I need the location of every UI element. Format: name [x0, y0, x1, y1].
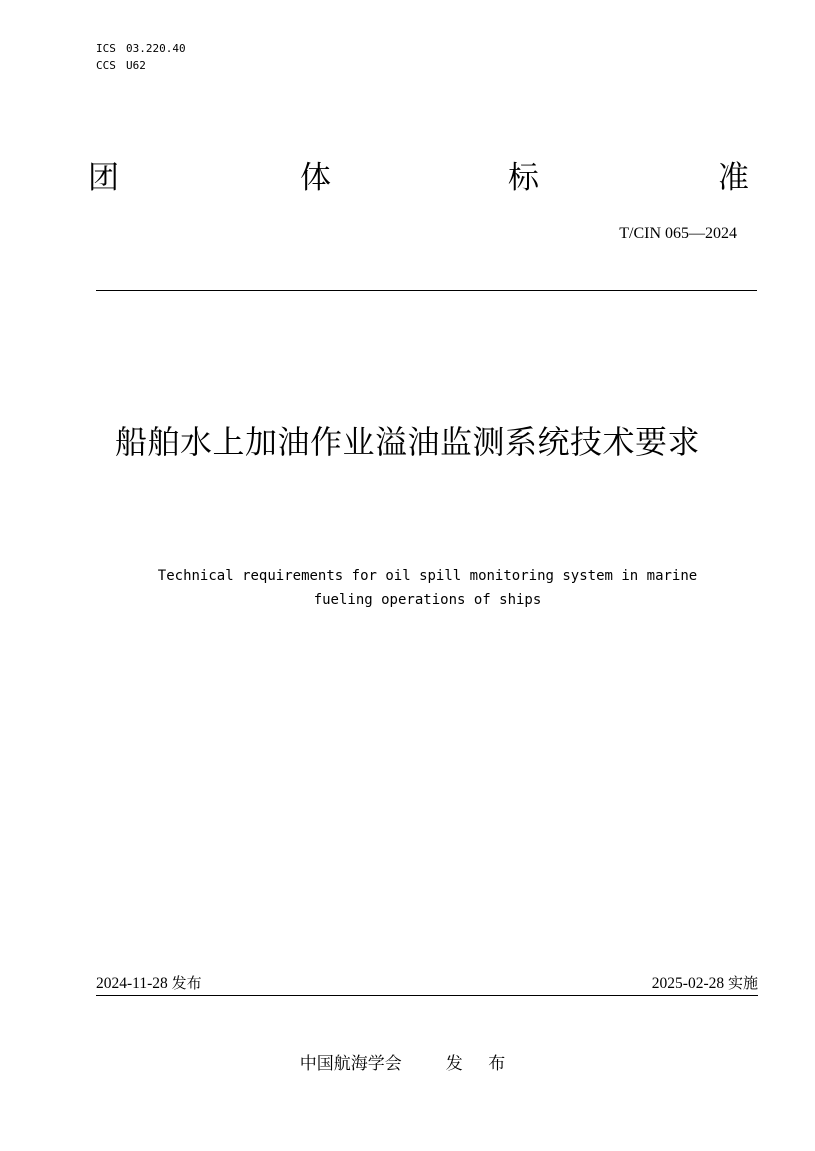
standard-type-char-3: 标 — [508, 160, 539, 196]
title-en-line-2: fueling operations of ships — [313, 592, 542, 608]
header-divider — [96, 290, 757, 291]
issue-label: 发布 — [171, 974, 202, 992]
ics-value: 03.220.40 — [126, 42, 186, 55]
implementation-date-block — [652, 972, 758, 995]
standard-type-char-2: 体 — [300, 160, 331, 196]
title-en-line-1: Technical requirements for oil spill monitoring system in marine — [157, 568, 698, 584]
ccs-code-row — [96, 57, 186, 74]
ccs-label: CCS — [96, 59, 116, 72]
standard-number: T/CIN 065—2024 — [619, 225, 737, 242]
document-title-cn: 船舶水上加油作业溢油监测系统技术要求 — [114, 423, 700, 461]
implementation-label: 实施 — [727, 974, 758, 992]
standard-type-char-1: 团 — [88, 160, 119, 196]
date-row — [96, 972, 758, 994]
implementation-date: 2025-02-28 — [651, 975, 725, 992]
ics-label: ICS — [96, 42, 116, 55]
publisher-name: 中国航海学会 — [299, 1054, 402, 1074]
document-title-en — [60, 564, 795, 612]
ics-code-row — [96, 40, 186, 57]
classification-codes — [96, 40, 186, 74]
issue-date: 2024-11-28 — [96, 975, 168, 992]
standard-type-char-4: 准 — [718, 160, 749, 196]
publisher-line — [0, 1052, 815, 1076]
standard-type-heading — [88, 158, 750, 198]
issue-date-block — [96, 972, 202, 995]
footer-divider — [96, 995, 758, 996]
ccs-value: U62 — [126, 59, 146, 72]
publisher-action: 发 布 — [445, 1054, 516, 1074]
